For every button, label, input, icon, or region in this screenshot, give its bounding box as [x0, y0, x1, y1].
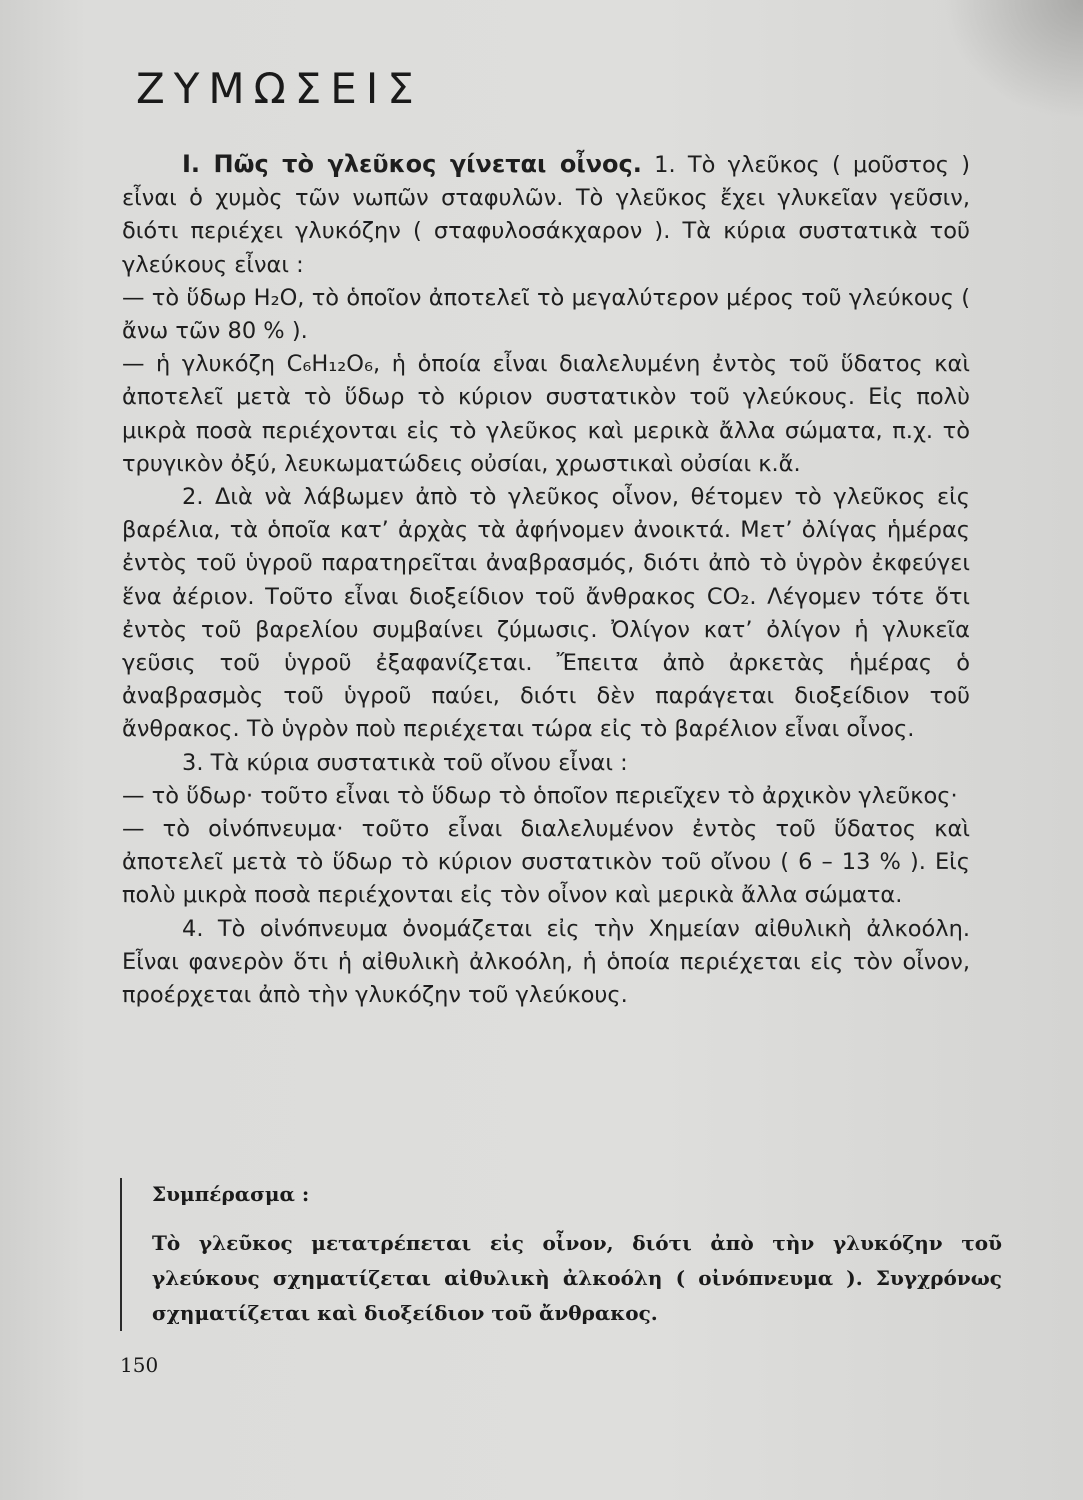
conclusion-label: Συμπέρασμα : — [152, 1182, 310, 1206]
page-edge-shadow — [943, 0, 1083, 120]
chapter-title: ΖΥΜΩΣΕΙΣ — [136, 64, 423, 113]
paragraph-3: 3. Τὰ κύρια συστατικὰ τοῦ οἴνου εἶναι : — [182, 749, 628, 776]
conclusion-text: Τὸ γλεῦκος μετατρέπεται εἰς οἶνον, διότι ἀπὸ τὴν γλυκόζην τοῦ γλεύκους σχηματίζεται αἰθυλικὴ ἀλκοόλη ( οἰνόπνευμα ). Συγχρόνως σχηματίζεται καὶ διοξείδιον τοῦ ἄνθρακος. — [152, 1231, 1002, 1325]
paragraph-1 — [122, 148, 970, 282]
section-heading: Ι. Πῶς τὸ γλεῦκος γίνεται οἶνος. — [182, 150, 642, 178]
list-item-water: — τὸ ὕδωρ H₂O, τὸ ὁποῖον ἀποτελεῖ τὸ μεγαλύτερον μέρος τοῦ γλεύκους ( ἄνω τῶν 80 % ). — [122, 284, 970, 345]
paragraph-1-text: 1. Τὸ γλεῦκος ( μοῦστος ) εἶναι ὁ χυμὸς τῶν νωπῶν σταφυλῶν. Τὸ γλεῦκος ἔχει γλυκεῖαν γεῦσιν, διότι περιέχει γλυκόζην ( σταφυλοσάκχαρον ). Τὰ κύρια συστατικὰ τοῦ γλεύκους εἶναι : — [122, 152, 970, 278]
paragraph-4: 4. Τὸ οἰνόπνευμα ὀνομάζεται εἰς τὴν Χημείαν αἰθυλικὴ ἀλκοόλη. Εἶναι φανερὸν ὅτι ἡ αἰθυλικὴ ἀλκοόλη, ἡ ὁποία περιέχεται εἰς τὸν οἶνον, προέρχεται ἀπὸ τὴν γλυκόζην τοῦ γλεύκους. — [122, 915, 970, 1009]
conclusion-box — [120, 1178, 1002, 1331]
page-number: 150 — [120, 1353, 159, 1377]
list-item-glucose: — ἡ γλυκόζη C₆H₁₂O₆, ἡ ὁποία εἶναι διαλελυμένη ἐντὸς τοῦ ὕδατος καὶ ἀποτελεῖ μετὰ τὸ ὕδωρ τὸ κύριον συστατικὸν τοῦ γλεύκους. Εἰς πολὺ μικρὰ ποσὰ περιέχονται εἰς τὸ γλεῦκος καὶ μερικὰ ἄλλα σώματα, π.χ. τὸ τρυγικὸν ὀξύ, λευκωματώδεις οὐσίαι, χρωστικαὶ οὐσίαι κ.ἄ. — [122, 351, 970, 477]
list-item-wine-water: — τὸ ὕδωρ· τοῦτο εἶναι τὸ ὕδωρ τὸ ὁποῖον περιεῖχεν τὸ ἀρχικὸν γλεῦκος· — [122, 782, 958, 809]
paragraph-2: 2. Διὰ νὰ λάβωμεν ἀπὸ τὸ γλεῦκος οἶνον, θέτομεν τὸ γλεῦκος εἰς βαρέλια, τὰ ὁποῖα κατ’ ἀρχὰς τὰ ἀφήνομεν ἀνοικτά. Μετ’ ὀλίγας ἡμέρας ἐντὸς τοῦ ὑγροῦ παρατηρεῖται ἀναβρασμός, διότι ἀπὸ τὸ ὑγρὸν ἐκφεύγει ἕνα ἀέριον. Τοῦτο εἶναι διοξείδιον τοῦ ἄνθρακος CO₂. Λέγομεν τότε ὅτι ἐντὸς τοῦ βαρελίου συμβαίνει ζύμωσις. Ὀλίγον κατ’ ὀλίγον ἡ γλυκεῖα γεῦσις τοῦ ὑγροῦ ἐξαφανίζεται. Ἔπειτα ἀπὸ ἀρκετὰς ἡμέρας ὁ ἀναβρασμὸς τοῦ ὑγροῦ παύει, διότι δὲν παράγεται διοξείδιον τοῦ ἄνθρακος. Τὸ ὑγρὸν ποὺ περιέχεται τώρα εἰς τὸ βαρέλιον εἶναι οἶνος. — [122, 484, 970, 743]
list-item-alcohol: — τὸ οἰνόπνευμα· τοῦτο εἶναι διαλελυμένον ἐντὸς τοῦ ὕδατος καὶ ἀποτελεῖ μετὰ τὸ ὕδωρ τὸ κύριον συστατικὸν τοῦ οἴνου ( 6 – 13 % ). Εἰς πολὺ μικρὰ ποσὰ περιέχονται εἰς τὸν οἶνον καὶ μερικὰ ἄλλα σώματα. — [122, 816, 970, 909]
main-text — [122, 148, 970, 1012]
